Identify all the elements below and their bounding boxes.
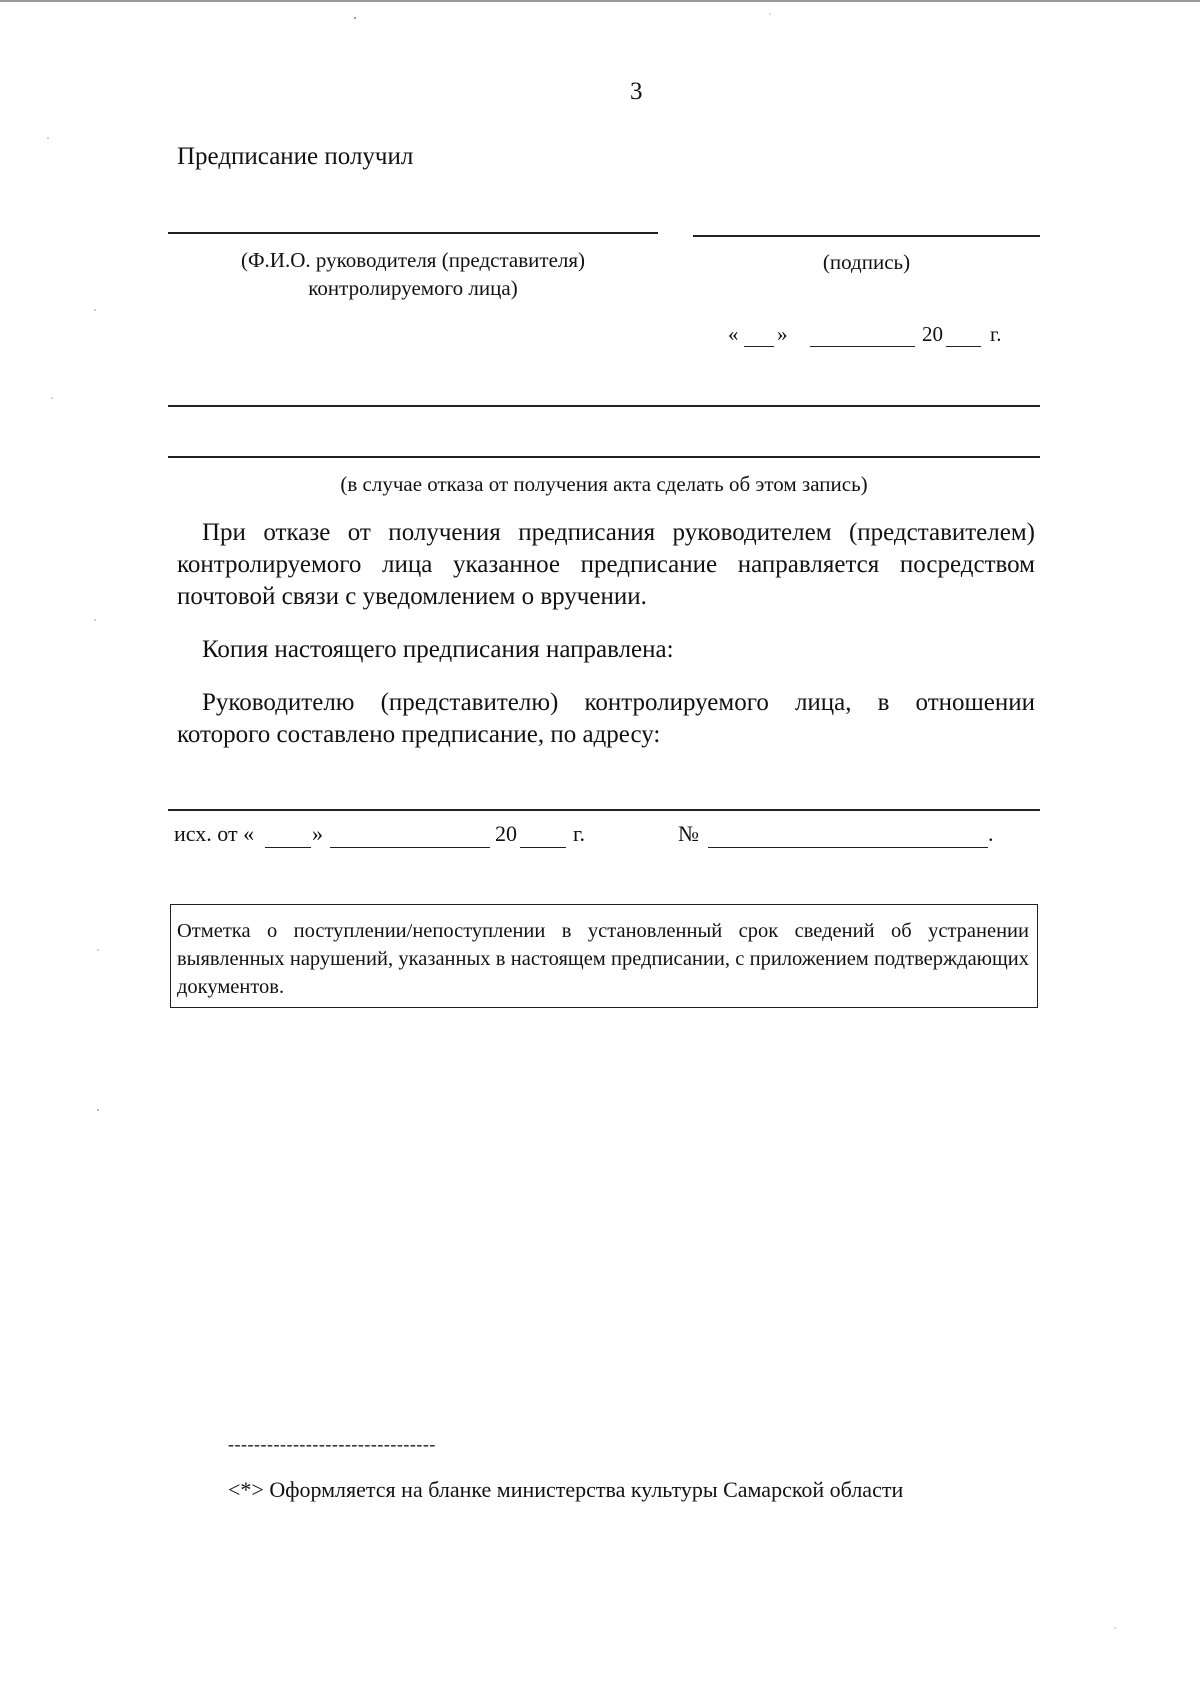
date-close-quote: » xyxy=(777,322,788,346)
refusal-line-2 xyxy=(168,456,1040,458)
copy-sent-label: Копия настоящего предписания направлена: xyxy=(202,636,674,663)
outgoing-year-prefix: 20 xyxy=(495,821,517,846)
speck xyxy=(94,619,96,621)
recipient-paragraph: Руководителю (представителю) контролируемого лица, в отношении которого составлено предписание, по адресу: xyxy=(177,689,1035,748)
outgoing-prefix: исх. от « xyxy=(174,821,255,846)
date-year-suffix: г. xyxy=(990,322,1002,346)
fio-line xyxy=(168,232,658,234)
page-number: 3 xyxy=(630,78,643,105)
speck xyxy=(354,17,356,19)
outgoing-close-quote: » xyxy=(312,821,323,846)
speck xyxy=(94,309,96,311)
receipt-note-box: Отметка о поступлении/непоступлении в установленный срок сведений об устранении выявленных нарушений, указанных в настоящем предписании, с приложением подтверждающих документов. xyxy=(170,904,1038,1008)
outgoing-year-blank xyxy=(520,847,566,848)
fio-caption-line1: (Ф.И.О. руководителя (представителя) xyxy=(240,248,586,272)
refusal-caption: (в случае отказа от получения акта сделать об этом запись) xyxy=(340,472,868,496)
date-month-blank xyxy=(810,346,915,347)
outgoing-year-suffix: г. xyxy=(573,821,586,846)
date-year-prefix: 20 xyxy=(922,322,943,346)
outgoing-number-blank xyxy=(708,847,988,848)
refusal-paragraph: При отказе от получения предписания руководителем (представителем) контролируемого лица указанное предписание направляется посредством почтовой связи с уведомлением о вручении. xyxy=(177,519,1035,610)
date-year-blank xyxy=(946,346,981,347)
speck xyxy=(1114,1627,1116,1629)
address-line xyxy=(168,809,1040,811)
outgoing-day-blank xyxy=(265,847,311,848)
fio-caption-line2: контролируемого лица) xyxy=(308,276,518,300)
speck xyxy=(97,949,99,951)
refusal-line-1 xyxy=(168,405,1040,407)
signature-caption: (подпись) xyxy=(822,250,911,274)
speck xyxy=(51,397,53,399)
number-sign: № xyxy=(678,821,699,846)
received-label: Предписание получил xyxy=(177,143,414,170)
footnote-separator: -------------------------------- xyxy=(228,1434,436,1454)
date-day-blank xyxy=(744,346,774,347)
outgoing-month-blank xyxy=(330,847,490,848)
signature-line xyxy=(693,235,1040,237)
number-end: . xyxy=(988,821,994,846)
speck xyxy=(47,137,49,139)
speck xyxy=(769,13,770,14)
speck xyxy=(97,1109,99,1111)
date-open-quote: « xyxy=(728,322,739,346)
footnote-text: <*> Оформляется на бланке министерства культуры Самарской области xyxy=(228,1477,904,1502)
fio-caption xyxy=(168,246,658,302)
